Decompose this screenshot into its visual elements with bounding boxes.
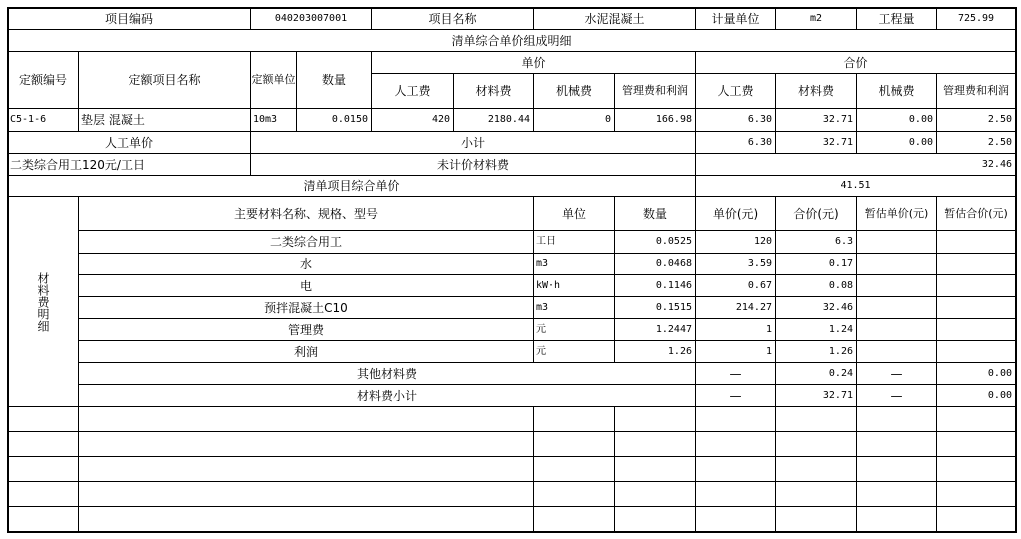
materials-side-label: 材料费明细 (7, 196, 79, 407)
quota-mgmt: 166.98 (614, 108, 696, 132)
empty-cell (695, 456, 776, 482)
material-est-price (856, 274, 937, 297)
material-total: 0.17 (775, 253, 857, 275)
empty-cell (695, 481, 776, 507)
labor-unit-label: 人工单价 (7, 131, 251, 154)
material-price: 1 (695, 318, 776, 341)
mat-header-name: 主要材料名称、规格、型号 (78, 196, 534, 231)
empty-cell (533, 431, 615, 457)
other-materials-total: 0.24 (775, 362, 857, 385)
header-quota-name: 定额项目名称 (78, 51, 251, 109)
empty-cell (78, 431, 534, 457)
empty-cell (856, 406, 937, 432)
material-unit: 元 (533, 340, 615, 363)
empty-cell (533, 506, 615, 532)
material-unit: m3 (533, 296, 615, 319)
mat-header-est-price: 暂估单价(元) (856, 196, 937, 231)
material-est-price (856, 340, 937, 363)
material-qty: 0.0525 (614, 230, 696, 254)
quota-total-material: 32.71 (775, 108, 857, 132)
quota-unit: 10m3 (250, 108, 297, 132)
material-name: 电 (78, 274, 534, 297)
other-materials-price: — (695, 362, 776, 385)
quota-total-mgmt: 2.50 (936, 108, 1016, 132)
empty-cell (533, 481, 615, 507)
unit-value: m2 (775, 7, 857, 30)
empty-cell (775, 406, 857, 432)
header-unit-price: 单价 (371, 51, 696, 74)
material-unit: m3 (533, 253, 615, 275)
empty-cell (7, 406, 79, 432)
material-name: 管理费 (78, 318, 534, 341)
quota-machine: 0 (533, 108, 615, 132)
mat-header-est-total: 暂估合价(元) (936, 196, 1016, 231)
material-price: 1 (695, 340, 776, 363)
empty-cell (7, 431, 79, 457)
empty-cell (936, 506, 1016, 532)
quota-material: 2180.44 (453, 108, 534, 132)
empty-cell (936, 481, 1016, 507)
composite-value: 41.51 (695, 175, 1016, 197)
empty-cell (7, 481, 79, 507)
section-title: 清单综合单价组成明细 (7, 29, 1016, 52)
empty-cell (856, 481, 937, 507)
material-est-total (936, 318, 1016, 341)
empty-cell (775, 481, 857, 507)
empty-cell (695, 431, 776, 457)
subtotal-label: 小计 (250, 131, 696, 154)
other-materials-est-total: 0.00 (936, 362, 1016, 385)
material-est-price (856, 230, 937, 254)
header-total-price: 合价 (695, 51, 1016, 74)
empty-cell (78, 506, 534, 532)
header-quota-unit: 定额单位 (250, 51, 297, 109)
empty-cell (856, 431, 937, 457)
subtotal-mgmt: 2.50 (936, 131, 1016, 154)
empty-cell (7, 456, 79, 482)
material-price: 3.59 (695, 253, 776, 275)
empty-cell (856, 506, 937, 532)
empty-cell (614, 431, 696, 457)
material-qty: 1.2447 (614, 318, 696, 341)
material-est-total (936, 296, 1016, 319)
empty-cell (775, 456, 857, 482)
header-machine: 机械费 (533, 73, 615, 109)
material-est-price (856, 253, 937, 275)
material-total: 6.3 (775, 230, 857, 254)
material-unit: 工日 (533, 230, 615, 254)
empty-cell (936, 456, 1016, 482)
material-unit: kW·h (533, 274, 615, 297)
empty-cell (614, 456, 696, 482)
labor-type: 二类综合用工120元/工日 (7, 153, 251, 176)
header-total-labor: 人工费 (695, 73, 776, 109)
material-subtotal-price: — (695, 384, 776, 407)
code-value: 040203007001 (250, 7, 372, 30)
material-name: 水 (78, 253, 534, 275)
name-label: 项目名称 (371, 7, 534, 30)
subtotal-machine: 0.00 (856, 131, 937, 154)
quota-qty: 0.0150 (296, 108, 372, 132)
empty-cell (775, 506, 857, 532)
name-value: 水泥混凝土 (533, 7, 696, 30)
header-material: 材料费 (453, 73, 534, 109)
quota-labor: 420 (371, 108, 454, 132)
mat-header-total: 合价(元) (775, 196, 857, 231)
mat-header-qty: 数量 (614, 196, 696, 231)
empty-cell (614, 406, 696, 432)
header-quota-code: 定额编号 (7, 51, 79, 109)
header-total-mgmt: 管理费和利润 (936, 73, 1016, 109)
quota-name: 垫层 混凝土 (78, 108, 251, 132)
material-qty: 0.1515 (614, 296, 696, 319)
empty-cell (775, 431, 857, 457)
material-total: 0.08 (775, 274, 857, 297)
unit-price-analysis-table (8, 8, 1016, 532)
material-subtotal-label: 材料费小计 (78, 384, 696, 407)
material-est-total (936, 340, 1016, 363)
material-total: 1.24 (775, 318, 857, 341)
material-qty: 0.0468 (614, 253, 696, 275)
header-quantity: 数量 (296, 51, 372, 109)
material-qty: 1.26 (614, 340, 696, 363)
material-name: 利润 (78, 340, 534, 363)
other-materials-label: 其他材料费 (78, 362, 696, 385)
material-est-total (936, 230, 1016, 254)
header-mgmt: 管理费和利润 (614, 73, 696, 109)
mat-header-unit: 单位 (533, 196, 615, 231)
subtotal-labor: 6.30 (695, 131, 776, 154)
material-price: 0.67 (695, 274, 776, 297)
empty-cell (936, 431, 1016, 457)
empty-cell (7, 506, 79, 532)
mat-header-price: 单价(元) (695, 196, 776, 231)
empty-cell (78, 406, 534, 432)
material-total: 1.26 (775, 340, 857, 363)
material-name: 预拌混凝土C10 (78, 296, 534, 319)
header-labor: 人工费 (371, 73, 454, 109)
header-total-machine: 机械费 (856, 73, 937, 109)
material-qty: 0.1146 (614, 274, 696, 297)
composite-label: 清单项目综合单价 (7, 175, 696, 197)
qty-label: 工程量 (856, 7, 937, 30)
material-name: 二类综合用工 (78, 230, 534, 254)
material-subtotal-total: 32.71 (775, 384, 857, 407)
material-unit: 元 (533, 318, 615, 341)
other-materials-est-price: — (856, 362, 937, 385)
subtotal-material: 32.71 (775, 131, 857, 154)
qty-value: 725.99 (936, 7, 1016, 30)
empty-cell (78, 481, 534, 507)
material-price: 120 (695, 230, 776, 254)
material-total: 32.46 (775, 296, 857, 319)
quota-total-labor: 6.30 (695, 108, 776, 132)
quota-total-machine: 0.00 (856, 108, 937, 132)
quota-code: C5-1-6 (7, 108, 79, 132)
material-subtotal-est-total: 0.00 (936, 384, 1016, 407)
empty-cell (533, 406, 615, 432)
empty-cell (614, 506, 696, 532)
unit-label: 计量单位 (695, 7, 776, 30)
empty-cell (695, 506, 776, 532)
material-est-total (936, 274, 1016, 297)
code-label: 项目编码 (7, 7, 251, 30)
empty-cell (695, 406, 776, 432)
unpriced-value: 32.46 (695, 153, 1016, 176)
empty-cell (533, 456, 615, 482)
material-subtotal-est-price: — (856, 384, 937, 407)
material-est-price (856, 296, 937, 319)
unpriced-label: 未计价材料费 (250, 153, 696, 176)
empty-cell (78, 456, 534, 482)
material-est-total (936, 253, 1016, 275)
empty-cell (856, 456, 937, 482)
empty-cell (936, 406, 1016, 432)
empty-cell (614, 481, 696, 507)
material-est-price (856, 318, 937, 341)
material-price: 214.27 (695, 296, 776, 319)
header-total-material: 材料费 (775, 73, 857, 109)
